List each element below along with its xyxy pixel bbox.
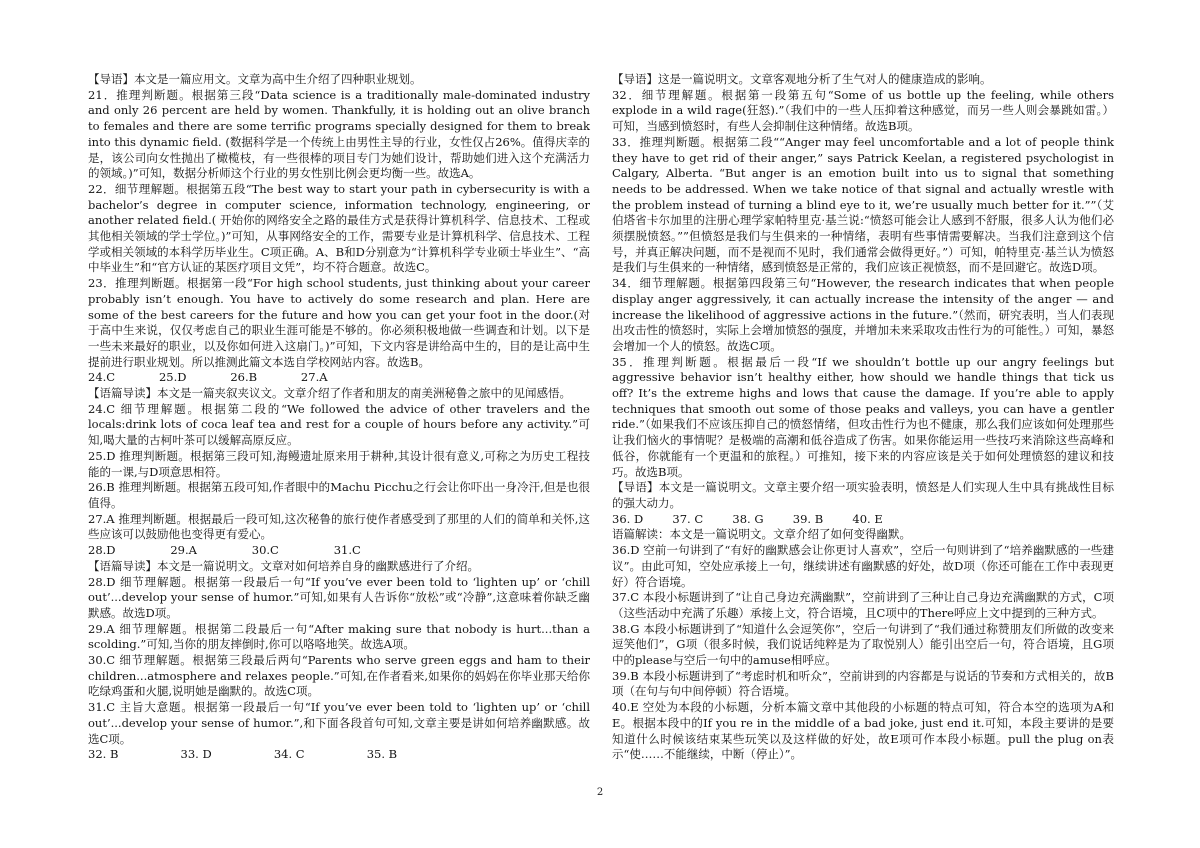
answer-explanation: 29.A 细节理解题。根据第二段最后一句“After making sure that nobody is hurt...than a scolding.”可知,当你的朋友摔倒时,你可以咯咯地笑。故选A项。	[88, 621, 590, 652]
answer-explanation: 28.D 细节理解题。根据第一段最后一句“If you’ve ever been told to ‘lighten up’ or ‘chill out’...develop your sense of humor.”可知,如果有人告诉你“放松”或“冷静”,这意味着你缺乏幽默感。故选D项。	[88, 574, 590, 620]
answer-explanation: 38.G 本段小标题讲到了“知道什么会逗笑你”，空后一句讲到了“我们通过称赞朋友们所做的改变来逗笑他们”，G项（很多时候，我们说话纯粹是为了取悦别人）能引出空后一句，符合语境，且G项中的please与空后一句中的amuse相呼应。	[612, 621, 1114, 668]
answer-explanation: 22．细节理解题。根据第五段“The best way to start your path in cybersecurity is with a bachelor’s degree in computer science, information technology, engineering, or another related field.( 开始你的网络安全之路的最佳方式是获得计算机科学、信息技术、工程或其他相关领域的学士学位。)”可知，从事网络安全的工作，需要专业是计算机科学、信息技术、工程学或相关领域的本科学历毕业生。C项正确。A、B和D分别意为“计算机科学专业硕士毕业生”、“高中毕业生”和“官方认证的某医疗项目文凭”，均不符合题意。故选C。	[88, 181, 590, 275]
right-column	[612, 72, 1114, 763]
answer-explanation: 32．细节理解题。根据第一段第五句“Some of us bottle up the feeling, while others explode in a wild rage(狂怒).”（我们中的一些人压抑着这种感觉，而另一些人则会暴跳如雷。）可知，当感到愤怒时，有些人会抑制住这种情绪。故选B项。	[612, 87, 1114, 134]
answer-explanation: 30.C 细节理解题。根据第三段最后两句“Parents who serve green eggs and ham to their children...atmosphere and relaxes people.”可知,在作者看来,如果你的妈妈在你毕业那天给你吃绿鸡蛋和火腿,说明她是幽默的。故选C项。	[88, 653, 590, 699]
answer-key-line: 36. D 37. C 38. G 39. B 40. E	[612, 511, 883, 526]
answer-explanation: 33．推理判断题。根据第二段““Anger may feel uncomfortable and a lot of people think they have to get rid of their anger,” says Patrick Keelan, a registered psychologist in Calgary, Alberta. “But anger is an emotion built into us to signal that something needs to be addressed. When we take notice of that signal and actually wrestle with the problem instead of turning a blind eye to it, we’re usually much better for it.””（艾伯塔省卡尔加里的注册心理学家帕特里克·基兰说:“愤怒可能会让人感到不舒服，很多人认为他们必须摆脱愤怒。””但愤怒是我们与生俱来的一种情绪，表明有些事情需要解决。当我们注意到这个信号，并真正解决问题，而不是视而不见时，我们通常会做得更好。”）可知，帕特里克·基兰认为愤怒是我们与生俱来的一种情绪，感到愤怒是正常的，我们应该正视愤怒，而不是回避它。故选D项。	[612, 134, 1114, 275]
page-number: 2	[596, 787, 604, 798]
intro-paragraph: 【语篇导读】本文是一篇夹叙夹议文。文章介绍了作者和朋友的南美洲秘鲁之旅中的见闻感悟。	[88, 386, 571, 401]
answer-explanation: 27.A 推理判断题。根据最后一段可知,这次秘鲁的旅行使作者感受到了那里的人们的简单和关怀,这些应该可以鼓励他也变得更有爱心。	[88, 511, 590, 542]
intro-paragraph: 【导语】这是一篇说明文。文章客观地分析了生气对人的健康造成的影响。	[612, 72, 992, 86]
answer-explanation: 24.C 细节理解题。根据第二段的“We followed the advice of other travelers and the locals:drink lots of coca leaf tea and rest for a couple of hours before any activity.”可知,喝大量的古柯叶茶可以缓解高原反应。	[88, 401, 590, 448]
answer-explanation: 25.D 推理判断题。根据第三段可知,海鳗遗址原来用于耕种,其设计很有意义,可称之为历史工程技能的一课,与D项意思相符。	[88, 448, 590, 479]
answer-explanation: 34．细节理解题。根据第四段第三句“However, the research indicates that when people display anger aggressively, it can actually increase the intensity of the anger — and increase the likelihood of aggressive actions in the future.”（然而，研究表明，当人们表现出攻击性的愤怒时，实际上会增加愤怒的强度，并增加未来采取攻击性行为的可能性。）可知，暴怒会增加一个人的愤怒。故选C项。	[612, 276, 1114, 353]
answer-explanation: 37.C 本段小标题讲到了“让自己身边充满幽默”，空前讲到了三种让自己身边充满幽默的方式，C项（这些活动中充满了乐趣）承接上文，符合语境，且C项中的There呼应上文中提到的三种方式。	[612, 590, 1114, 620]
answer-explanation: 39.B 本段小标题讲到了“考虑时机和听众”，空前讲到的内容都是与说话的节奏和方式相关的，故B项（在句与句中间停顿）符合语境。	[612, 668, 1114, 699]
left-column	[88, 72, 590, 763]
answer-explanation: 40.E 空处为本段的小标题，分析本篇文章中其他段的小标题的特点可知，符合本空的选项为A和E。根据本段中的If you re in the middle of a bad joke, just end it.可知，本段主要讲的是要知道什么时候该结束某些玩笑以及这样做的好处，故E项可作本段小标题。pull the plug on表示“使……不能继续，中断（停止）”。	[612, 700, 1114, 762]
intro-paragraph: 【导语】本文是一篇说明文。文章主要介绍一项实验表明，愤怒是人们实现人生中具有挑战性目标的强大动力。	[612, 480, 1114, 510]
intro-paragraph: 语篇解读：本文是一篇说明文。文章介绍了如何变得幽默。	[612, 527, 911, 542]
answer-key-line: 28.D 29.A 30.C 31.C	[88, 543, 361, 558]
answer-explanation: 26.B 推理判断题。根据第五段可知,作者眼中的Machu Picchu之行会让你吓出一身冷汗,但是也很值得。	[88, 480, 590, 510]
answer-explanation: 23．推理判断题。根据第一段“For high school students, just thinking about your career probably isn’t enough. You have to actively do some research and plan. Here are some of the best careers for the future and how you can get your foot in the door.(对于高中生来说，仅仅考虑自己的职业生涯可能是不够的。你必须积极地做一些调查和计划。以下是一些未来最好的职业，以及你如何进入这扇门。)”可知，下文内容是讲给高中生的，目的是让高中生提前进行职业规划。所以推测此篇文本选自学校网站内容。故选B。	[88, 276, 590, 369]
answer-key-line: 24.C 25.D 26.B 27.A	[88, 370, 328, 385]
answer-explanation: 35．推理判断题。根据最后一段“If we shouldn’t bottle up our angry feelings but aggressive behavior isn’t healthy either, how should we handle things that tick us off? It’s the extreme highs and lows that cause the damage. If you’re able to apply techniques that smooth out some of those peaks and valleys, you can have a gentler ride.”（如果我们不应该压抑自己的愤怒情绪，但攻击性行为也不健康，那么我们应该如何处理那些让我们恼火的事情呢？是极端的高潮和低谷造成了伤害。如果你能运用一些技巧来消除这些高峰和低谷，你就能有一个更温和的旅程。）可推知，接下来的内容应该是关于如何处理愤怒的建议和技巧。故选B项。	[612, 354, 1114, 479]
answer-key-line: 32. B 33. D 34. C 35. B	[88, 747, 398, 762]
answer-explanation: 31.C 主旨大意题。根据第一段最后一句“If you’ve ever been told to ‘lighten up’ or ‘chill out’...develop your sense of humor.”,和下面各段首句可知,文章主要是讲如何培养幽默感。故选C项。	[88, 700, 590, 746]
answer-explanation: 21．推理判断题。根据第三段“Data science is a traditionally male-dominated industry and only 26 percent are held by women. Thankfully, it is holding out an olive branch to females and there are some terrific programs specially designed for them to break into this dynamic field. (数据科学是一个传统上由男性主导的行业，女性仅占26%。值得庆幸的是，该公司向女性抛出了橄榄枝，有一些很棒的项目专门为她们设计，帮助她们进入这个充满活力的领域。)”可知，数据分析师这个行业的男女性别比例会更均衡一些。故选A。	[88, 87, 590, 181]
intro-paragraph: 【语篇导读】本文是一篇说明文。文章对如何培养自身的幽默感进行了介绍。	[88, 558, 479, 573]
answer-explanation: 36.D 空前一句讲到了“有好的幽默感会让你更讨人喜欢”，空后一句则讲到了“培养幽默感的一些建议”。由此可知，空处应承接上一句，继续讲述有幽默感的好处，故D项（你还可能在工作中表现更好）符合语境。	[612, 543, 1114, 589]
intro-paragraph: 【导语】本文是一篇应用文。文章为高中生介绍了四种职业规划。	[88, 72, 422, 86]
